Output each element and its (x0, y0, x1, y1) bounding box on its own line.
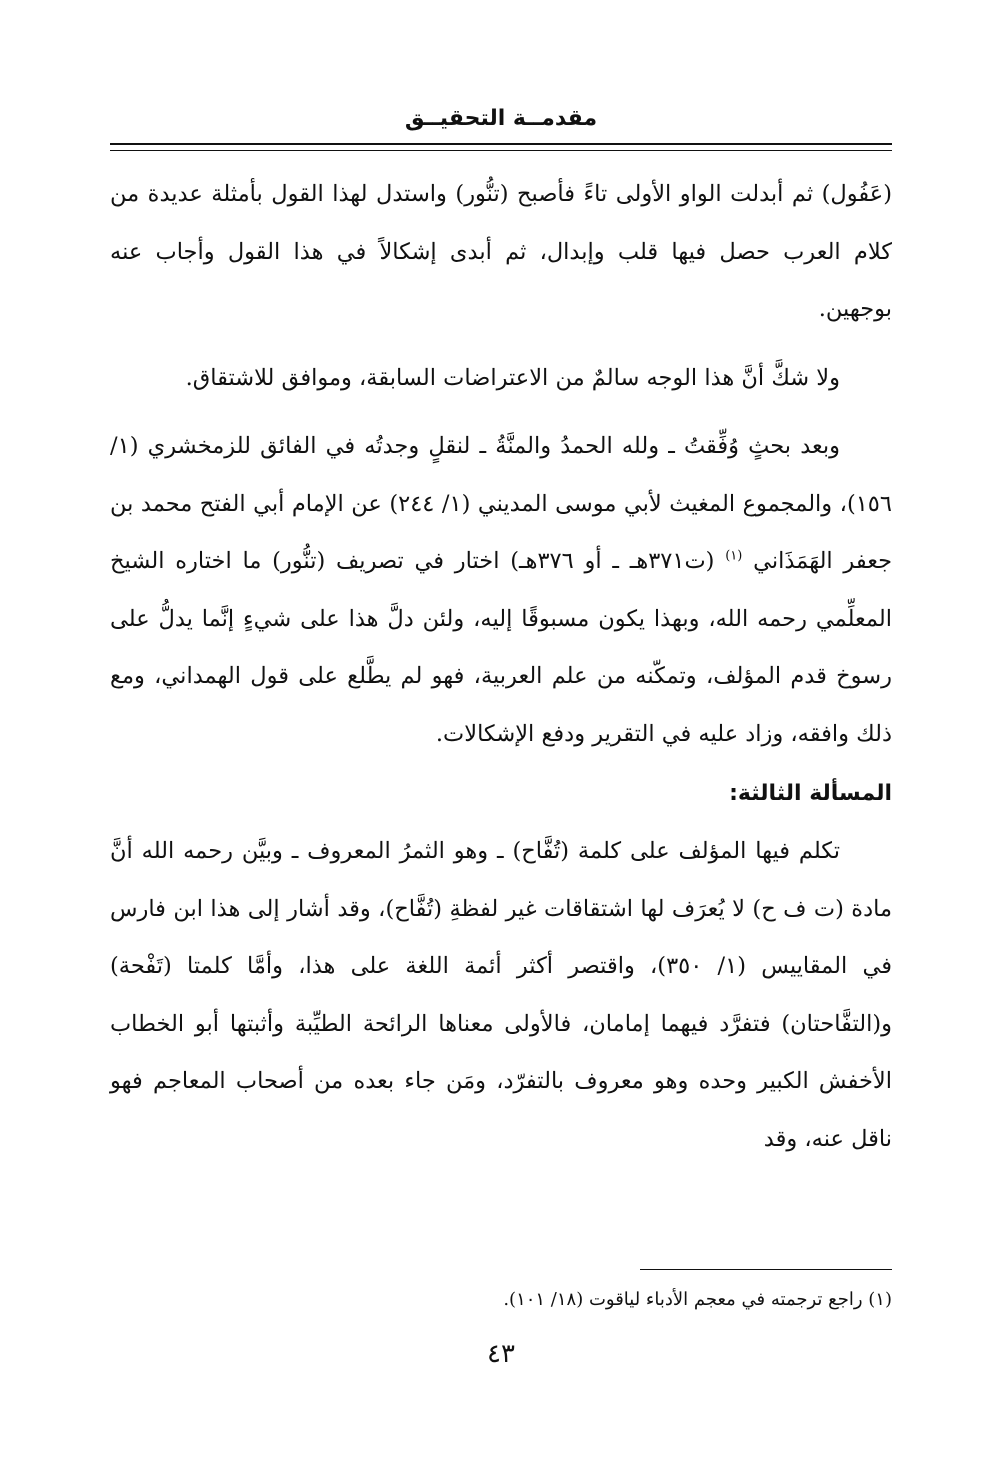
header-rule-thick (110, 143, 892, 145)
paragraph-4: تكلم فيها المؤلف على كلمة (تُفَّاح) ـ وهو الثمرُ المعروف ـ وبيَّن رحمه الله أنَّ مادة (ت ف ح) لا يُعرَف لها اشتقاقات غير لفظةِ (تُفَّاح)، وقد أشار إلى هذا ابن فارس في المقاييس (١/ ٣٥٠)، واقتصر أكثر أئمة اللغة على هذا، وأمَّا كلمتا (تَفْحة) و(التفَّاحتان) فتفرَّد فيهما إمامان، فالأولى معناها الرائحة الطيِّبة وأثبتها أبو الخطاب الأخفش الكبير وحده وهو معروف بالتفرّد، ومَن جاء بعده من أصحاب المعاجم فهو ناقل عنه، وقد (110, 838, 892, 1152)
footnote: (١) راجع ترجمته في معجم الأدباء لياقوت (١٨/ ١٠١). (503, 1289, 892, 1310)
paragraph-3-continuation: (ت٣٧١هـ ـ أو ٣٧٦هـ) اختار في تصريف (تنُّور) ما اختاره الشيخ المعلِّمي رحمه الله، وبهذا يكون مسبوقًا إليه، ولئن دلَّ هذا على شيءٍ إنَّما يدلُّ على رسوخ قدم المؤلف، وتمكّنه من علم العربية، فهو لم يطَّلع على قول الهمداني، ومع ذلك وافقه، وزاد عليه في التقرير ودفع الإشكالات. (110, 548, 892, 747)
running-header: مقدمــة التحقيــق (404, 106, 598, 131)
footnote-reference: (١) (725, 548, 743, 564)
paragraph-1: (عَفُول) ثم أبدلت الواو الأولى تاءً فأصبح (تنُّور) واستدل لهذا القول بأمثلة عديدة من كلام العرب حصل فيها قلب وإبدال، ثم أبدى إشكالاً في هذا القول وأجاب عنه بوجهين. (110, 181, 892, 322)
section-heading: المسألة الثالثة: (729, 781, 892, 806)
paragraph-3-text: وبعد بحثٍ وُفِّقتُ ـ ولله الحمدُ والمنَّةُ ـ لنقلٍ وجدتُه في الفائق للزمخشري (١/ ١٥٦)، والمجموع المغيث لأبي موسى المديني (١/ ٢٤٤) عن الإمام أبي الفتح محمد بن جعفر الهَمَذَاني (110, 433, 892, 574)
footnote-separator (640, 1269, 892, 1270)
page-number: ٤٣ (487, 1339, 515, 1369)
header-rule-thin (110, 150, 892, 151)
body-text (110, 166, 892, 1168)
paragraph-2: ولا شكَّ أنَّ هذا الوجه سالمٌ من الاعتراضات السابقة، وموافق للاشتقاق. (185, 364, 840, 391)
paragraph-3 (110, 418, 892, 763)
